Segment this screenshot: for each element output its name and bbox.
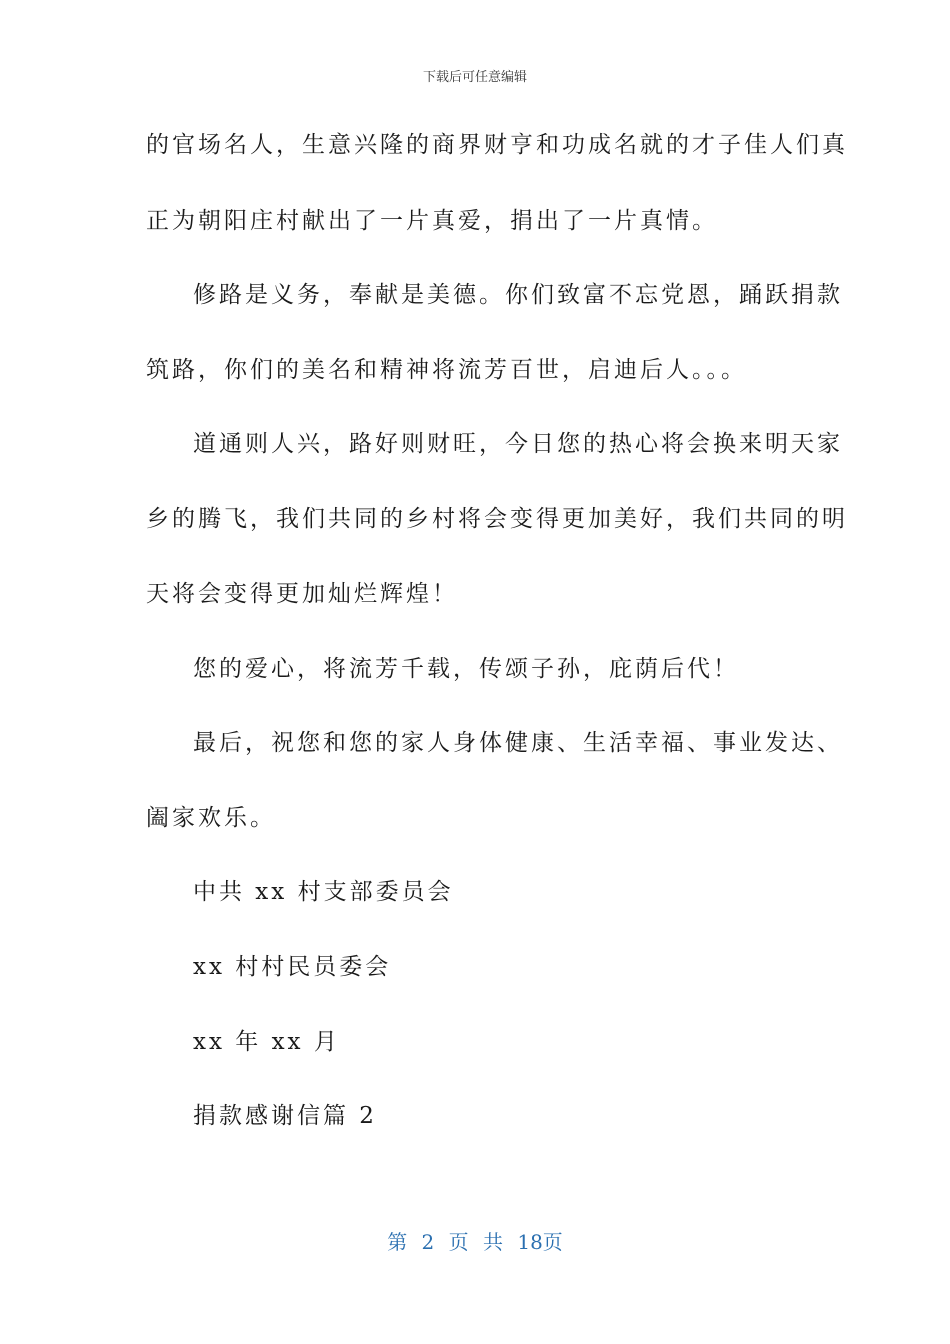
text-line: 阖家欢乐。 <box>146 805 276 831</box>
section-title: 捐款感谢信篇 2 <box>193 1103 377 1129</box>
text-line: 您的爱心，将流芳千载，传颂子孙，庇荫后代！ <box>193 656 739 682</box>
date-line: xx 年 xx 月 <box>193 1029 340 1055</box>
text-line: 筑路，你们的美名和精神将流芳百世，启迪后人。。。 <box>146 357 747 383</box>
text-line: 天将会变得更加灿烂辉煌！ <box>146 581 458 607</box>
text-line: 正为朝阳庄村献出了一片真爱，捐出了一片真情。 <box>146 208 718 234</box>
text-line: 的官场名人，生意兴隆的商界财亨和功成名就的才子佳人们真 <box>146 132 848 158</box>
text-line: 道通则人兴，路好则财旺，今日您的热心将会换来明天家 <box>193 431 843 457</box>
text-line: 修路是义务，奉献是美德。你们致富不忘党恩，踊跃捐款 <box>193 282 843 308</box>
page-header: 下载后可任意编辑 <box>422 70 527 85</box>
signature-line: xx 村村民员委会 <box>193 954 392 980</box>
page-number-footer: 第 2 页 共 18页 <box>387 1230 563 1254</box>
text-line: 乡的腾飞，我们共同的乡村将会变得更加美好，我们共同的明 <box>146 506 848 532</box>
signature-line: 中共 xx 村支部委员会 <box>193 879 454 905</box>
text-line: 最后，祝您和您的家人身体健康、生活幸福、事业发达、 <box>193 730 843 756</box>
